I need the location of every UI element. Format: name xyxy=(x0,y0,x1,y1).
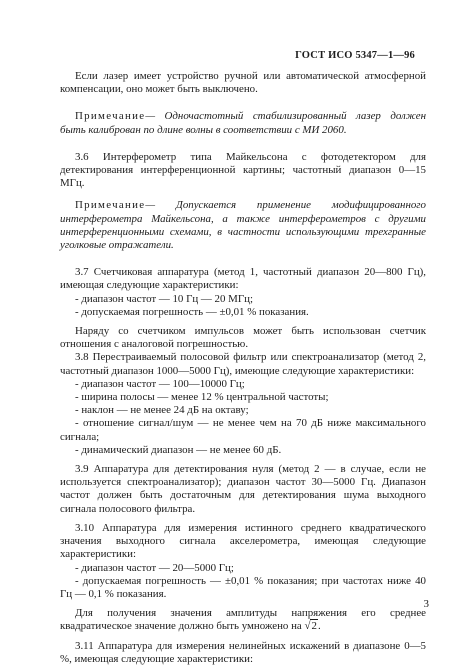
note-interferometer xyxy=(60,199,426,252)
paragraph-ratio-counter: Наряду со счетчиком импульсов может быть использован счетчик отношения с аналоговой погрешностью. xyxy=(60,325,426,351)
section-3-7: 3.7 Счетчиковая аппаратура (метод 1, частотный диапазон 20—800 Гц), имеющая следующие характеристики: xyxy=(60,266,426,292)
list-item: - диапазон частот — 20—5000 Гц; xyxy=(75,561,234,574)
document-body xyxy=(60,70,426,666)
note-text: — Допускается применение модифицированного интерферометра Майкельсона, а также интерферометров с другими интерференционными схемами, в частности использующими трехгранные уголковые отражатели. xyxy=(60,199,426,252)
note-label: Примечание xyxy=(75,110,146,123)
list-item: - отношение сигнал/шум — не менее чем на 70 дБ ниже максимального сигнала; xyxy=(60,417,426,443)
section-3-9: 3.9 Аппаратура для детектирования нуля (метод 2 — в случае, если не используется спектроанализатор); диапазон частот 30—5000 Гц. Диапазон частот должен быть достаточным для детектирования шума выходного сигнала полосового фильтра. xyxy=(60,463,426,515)
note-text: — Одночастотный стабилизированный лазер должен быть калиброван по длине волны в соответствии с МИ 2060. xyxy=(60,110,426,136)
list-item: - допускаемая погрешность — ±0,01 % показания; при частотах ниже 40 Гц — 0,1 % показания. xyxy=(60,574,426,600)
section-3-11: 3.11 Аппаратура для измерения нелинейных искажений в диапазоне 0—5 %, имеющая следующие характеристики: xyxy=(60,639,426,665)
page-number: 3 xyxy=(423,598,429,610)
amplitude-text: Для получения значения амплитуды напряжения его среднее квадратическое значение должно быть умножено на xyxy=(60,607,426,633)
list-item: - диапазон частот — 100—10000 Гц; xyxy=(75,377,245,390)
amplitude-text-end: . xyxy=(317,620,321,633)
section-3-6: 3.6 Интерферометр типа Майкельсона с фотодетектором для детектирования интерференционной картины; частотный диапазон 0—15 МГц. xyxy=(60,150,426,190)
list-item: - ширина полосы — менее 12 % центральной частоты; xyxy=(75,391,329,404)
document-header: ГОСТ ИСО 5347—1—96 xyxy=(295,50,415,61)
list-item: - допускаемая погрешность — ±0,01 % показания. xyxy=(75,305,309,318)
section-3-8: 3.8 Перестраиваемый полосовой фильтр или спектроанализатор (метод 2, частотный диапазон 1000—5000 Гц), имеющие следующие характеристики: xyxy=(60,351,426,377)
section-3-10: 3.10 Аппаратура для измерения истинного среднего квадратического значения выходного сигнала акселерометра, имеющая следующие характеристики: xyxy=(60,521,426,561)
paragraph-amplitude: Для получения значения амплитуды напряжения его среднее квадратическое значение должно быть умножено на √2. xyxy=(60,607,426,633)
note-laser-calibration xyxy=(60,110,426,136)
list-item: - динамический диапазон — не менее 60 дБ. xyxy=(75,443,282,456)
note-label: Примечание xyxy=(75,199,146,212)
paragraph-laser-compensation: Если лазер имеет устройство ручной или автоматической атмосферной компенсации, оно может быть выключено. xyxy=(60,70,426,96)
list-item: - наклон — не менее 24 дБ на октаву; xyxy=(75,404,249,417)
list-item: - диапазон частот — 10 Гц — 20 МГц; xyxy=(75,292,253,305)
sqrt-radicand: 2 xyxy=(311,620,317,633)
